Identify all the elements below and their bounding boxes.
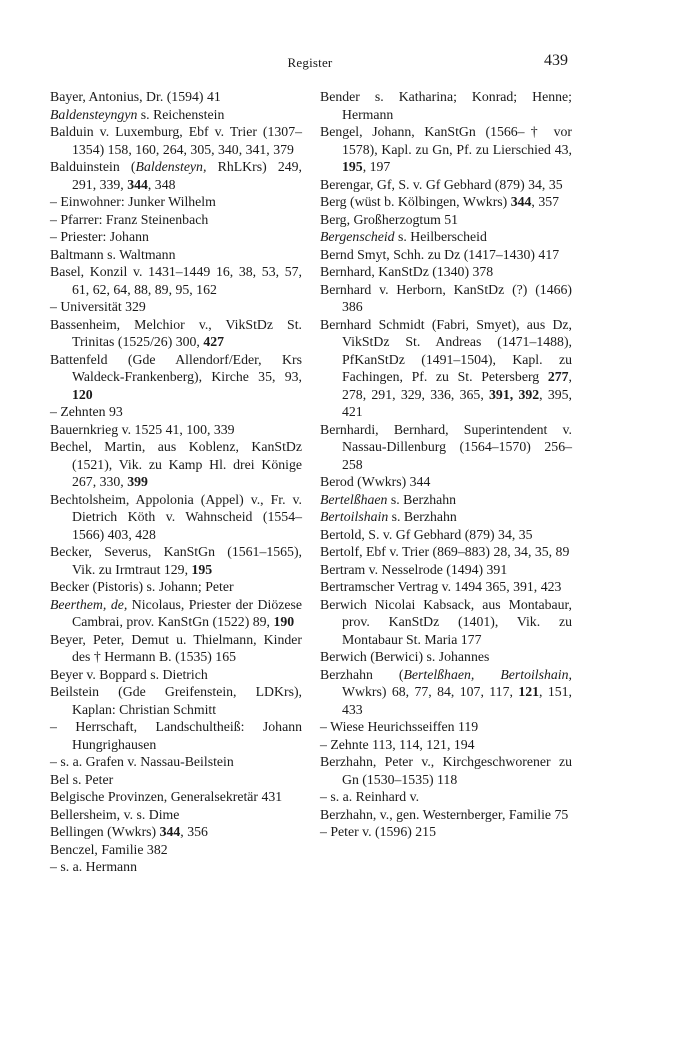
index-entry: – s. a. Hermann [50, 859, 137, 874]
index-entry: – s. a. Grafen v. Nassau-Beilstein [50, 754, 234, 769]
index-entry: – Pfarrer: Franz Steinenbach [50, 211, 209, 227]
index-entry: – Einwohner: Junker Wilhelm [50, 194, 216, 209]
index-entry: – Priester: Johann [50, 229, 149, 244]
running-title: Register [287, 55, 333, 70]
index-entry: Baltmann s. Waltmann [50, 246, 176, 262]
index-entry: Bauernkrieg v. 1525 41, 100, 339 [50, 421, 235, 437]
index-entry: Belgische Provinzen, Generalsekretär 431 [50, 789, 283, 804]
index-entry: Bernd Smyt, Schh. zu Dz (1417–1430) 417 [320, 246, 560, 262]
index-entry: – Peter v. (1596) 215 [320, 824, 436, 839]
index-entry: Bassenheim, Melchior v., VikStDz St. Trinitas (1525/26) 300, 427 [50, 316, 302, 349]
index-column-left [50, 88, 302, 876]
index-entry: – Zehnten 93 [50, 404, 123, 419]
index-entry: Benczel, Familie 382 [50, 841, 168, 857]
index-entry: Bergenscheid s. Heilberscheid [320, 229, 487, 244]
index-entry: – Zehnte 113, 114, 121, 194 [320, 736, 475, 752]
page-header [50, 52, 570, 72]
index-entry: Becker, Severus, KanStGn (1561–1565), Vik. zu Irmtraut 129, 195 [50, 544, 302, 577]
index-entry: Bernhard, KanStDz (1340) 378 [320, 264, 494, 279]
index-entry: Bertelßhaen s. Berzhahn [320, 491, 457, 507]
index-entry: Berwich Nicolai Kabsack, aus Montabaur, prov. KanStDz (1401), Vik. zu Montabaur St. Maria 177 [320, 596, 572, 647]
index-entry: Balduinstein (Baldensteyn, RhLKrs) 249, 291, 339, 344, 348 [50, 159, 302, 192]
index-entry: Beilstein (Gde Greifenstein, LDKrs), Kaplan: Christian Schmitt [50, 684, 302, 717]
index-entry: Bel s. Peter [50, 771, 114, 787]
index-entry: Beerthem, de, Nicolaus, Priester der Diözese Cambrai, prov. KanStGn (1522) 89, 190 [50, 596, 302, 629]
index-entry: Bender s. Katharina; Konrad; Henne; Hermann [320, 89, 572, 122]
index-entry: Battenfeld (Gde Allendorf/Eder, Krs Waldeck-Frankenberg), Kirche 35, 93, 120 [50, 351, 302, 402]
index-entry: Bernhardi, Bernhard, Superintendent v. Nassau-Dillenburg (1564–1570) 256–258 [320, 421, 572, 472]
index-entry: – Wiese Heurichsseiffen 119 [320, 719, 479, 734]
index-entry: Baldensteyngyn s. Reichenstein [50, 106, 225, 122]
index-entry: Beyer, Peter, Demut u. Thielmann, Kinder des † Hermann B. (1535) 165 [50, 631, 302, 664]
index-entry: Bertramscher Vertrag v. 1494 365, 391, 423 [320, 579, 562, 594]
index-entry: Bechel, Martin, aus Koblenz, KanStDz (1521), Vik. zu Kamp Hl. drei Könige 267, 330, 399 [50, 439, 302, 489]
index-entry: Berengar, Gf, S. v. Gf Gebhard (879) 34, 35 [320, 176, 563, 192]
index-entry: Berzhahn (Bertelßhaen, Bertoilshain, Wwkrs) 68, 77, 84, 107, 117, 121, 151, 433 [320, 666, 573, 717]
index-entry: Berod (Wwkrs) 344 [320, 474, 431, 489]
index-column-right [320, 88, 572, 841]
index-entry: Beyer v. Boppard s. Dietrich [50, 666, 208, 682]
index-entry: Bernhard Schmidt (Fabri, Smyet), aus Dz, VikStDz St. Andreas (1471–1488), PfKanStDz (1491–1504), Kapl. zu Fachingen, Pf. zu St. Petersberg 277, 278, 291, 329, 336, 365, 391, 392, 395, 421 [320, 316, 572, 419]
index-entry: Balduin v. Luxemburg, Ebf v. Trier (1307–1354) 158, 160, 264, 305, 340, 341, 379 [50, 124, 302, 157]
index-entry: Bertold, S. v. Gf Gebhard (879) 34, 35 [320, 526, 533, 542]
index-entry: Berzhahn, v., gen. Westernberger, Familie 75 [320, 806, 569, 822]
index-entry: Bertram v. Nesselrode (1494) 391 [320, 561, 508, 577]
index-entry: Bertolf, Ebf v. Trier (869–883) 28, 34, 35, 89 [320, 544, 570, 559]
index-entry: Bellingen (Wwkrs) 344, 356 [50, 824, 208, 839]
index-entry: – s. a. Reinhard v. [320, 789, 420, 804]
index-entry: Becker (Pistoris) s. Johann; Peter [50, 579, 234, 594]
index-entry: Berg, Großherzogtum 51 [320, 211, 459, 227]
index-entry: Bertoilshain s. Berzhahn [320, 509, 457, 524]
index-entry: – Universität 329 [50, 299, 146, 314]
index-entry: Bengel, Johann, KanStGn (1566–† vor 1578), Kapl. zu Gn, Pf. zu Lierschied 43, 195, 197 [320, 124, 572, 174]
index-entry: Berwich (Berwici) s. Johannes [320, 649, 490, 664]
index-entry: Basel, Konzil v. 1431–1449 16, 38, 53, 57, 61, 62, 64, 88, 89, 95, 162 [50, 264, 302, 297]
index-entry: Bechtolsheim, Appolonia (Appel) v., Fr. v. Dietrich Köth v. Wahnscheid (1554–1566) 403, 428 [50, 491, 302, 542]
index-entry: Bayer, Antonius, Dr. (1594) 41 [50, 89, 221, 104]
page-number: 439 [544, 52, 568, 69]
index-entry: Bellersheim, v. s. Dime [50, 806, 180, 822]
index-entry: Berg (wüst b. Kölbingen, Wwkrs) 344, 357 [320, 194, 560, 209]
index-entry: Bernhard v. Herborn, KanStDz (?) (1466) 386 [320, 281, 572, 314]
index-entry: – Herrschaft, Landschultheiß: Johann Hungrighausen [50, 719, 302, 752]
index-entry: Berzhahn, Peter v., Kirchgeschworener zu Gn (1530–1535) 118 [320, 754, 572, 787]
